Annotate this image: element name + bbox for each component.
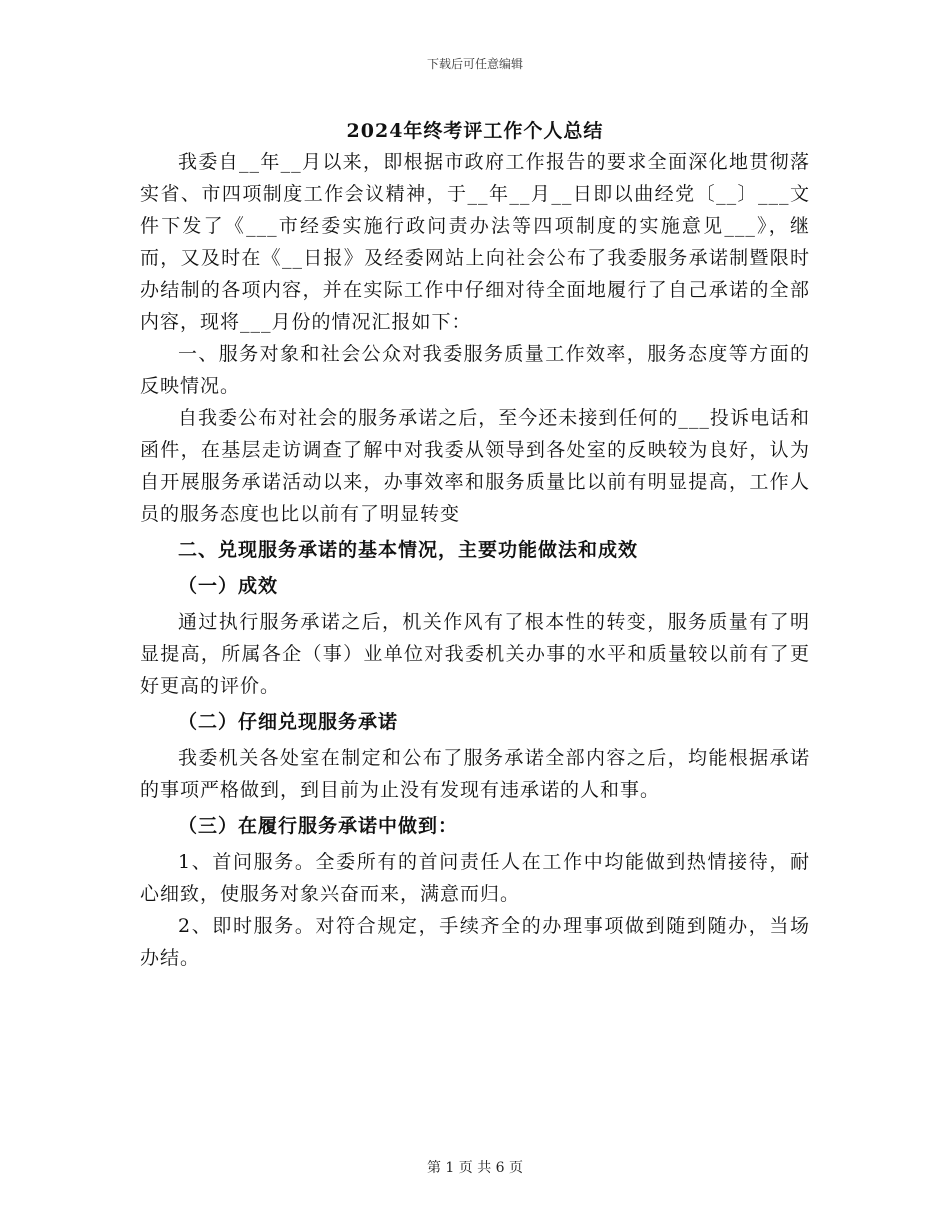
paragraph-section-one: 一、服务对象和社会公众对我委服务质量工作效率，服务态度等方面的反映情况。 (140, 343, 810, 397)
subheading-practices: （三）在履行服务承诺中做到： (178, 815, 459, 837)
paragraph-fulfill-commitment: 我委机关各处室在制定和公布了服务承诺全部内容之后，均能根据承诺的事项严格做到，到目前为止没有发现有违承诺的人和事。 (140, 747, 810, 801)
paragraph-intro: 我委自__年__月以来，即根据市政府工作报告的要求全面深化地贯彻落实省、市四项制度工作会议精神，于__年__月__日即以曲经党〔__〕___文件下发了《___市经委实施行政问责办法等四项制度的实施意见___》，继而，又及时在《__日报》及经委网站上向社会公布了我委服务承诺制暨限时办结制的各项内容，并在实际工作中仔细对待全面地履行了自己承诺的全部内容，现将___月份的情况汇报如下： (140, 151, 810, 333)
paragraph-results: 通过执行服务承诺之后，机关作风有了根本性的转变，服务质量有了明显提高，所属各企（事）业单位对我委机关办事的水平和质量较以前有了更好更高的评价。 (140, 611, 810, 697)
section-heading-two: 二、兑现服务承诺的基本情况，主要功能做法和成效 (178, 539, 639, 561)
paragraph-first-inquiry-service: 1、首问服务。全委所有的首问责任人在工作中均能做到热情接待，耐心细致，使服务对象兴奋而来，满意而归。 (140, 851, 810, 905)
subheading-fulfill-commitment: （二）仔细兑现服务承诺 (178, 711, 399, 733)
paragraph-feedback: 自我委公布对社会的服务承诺之后，至今还未接到任何的___投诉电话和函件，在基层走访调查了解中对我委从领导到各处室的反映较为良好，认为自开展服务承诺活动以来，办事效率和服务质量比以前有明显提高，工作人员的服务态度也比以前有了明显转变 (140, 407, 810, 525)
subheading-results: （一）成效 (178, 575, 279, 597)
header-note: 下载后可任意编辑 (426, 57, 523, 71)
document-title: 2024年终考评工作个人总结 (346, 120, 604, 142)
document-body (140, 146, 810, 974)
page-number-footer: 第 1 页 共 6 页 (426, 1160, 524, 1176)
paragraph-instant-service: 2、即时服务。对符合规定，手续齐全的办理事项做到随到随办，当场办结。 (140, 915, 810, 969)
